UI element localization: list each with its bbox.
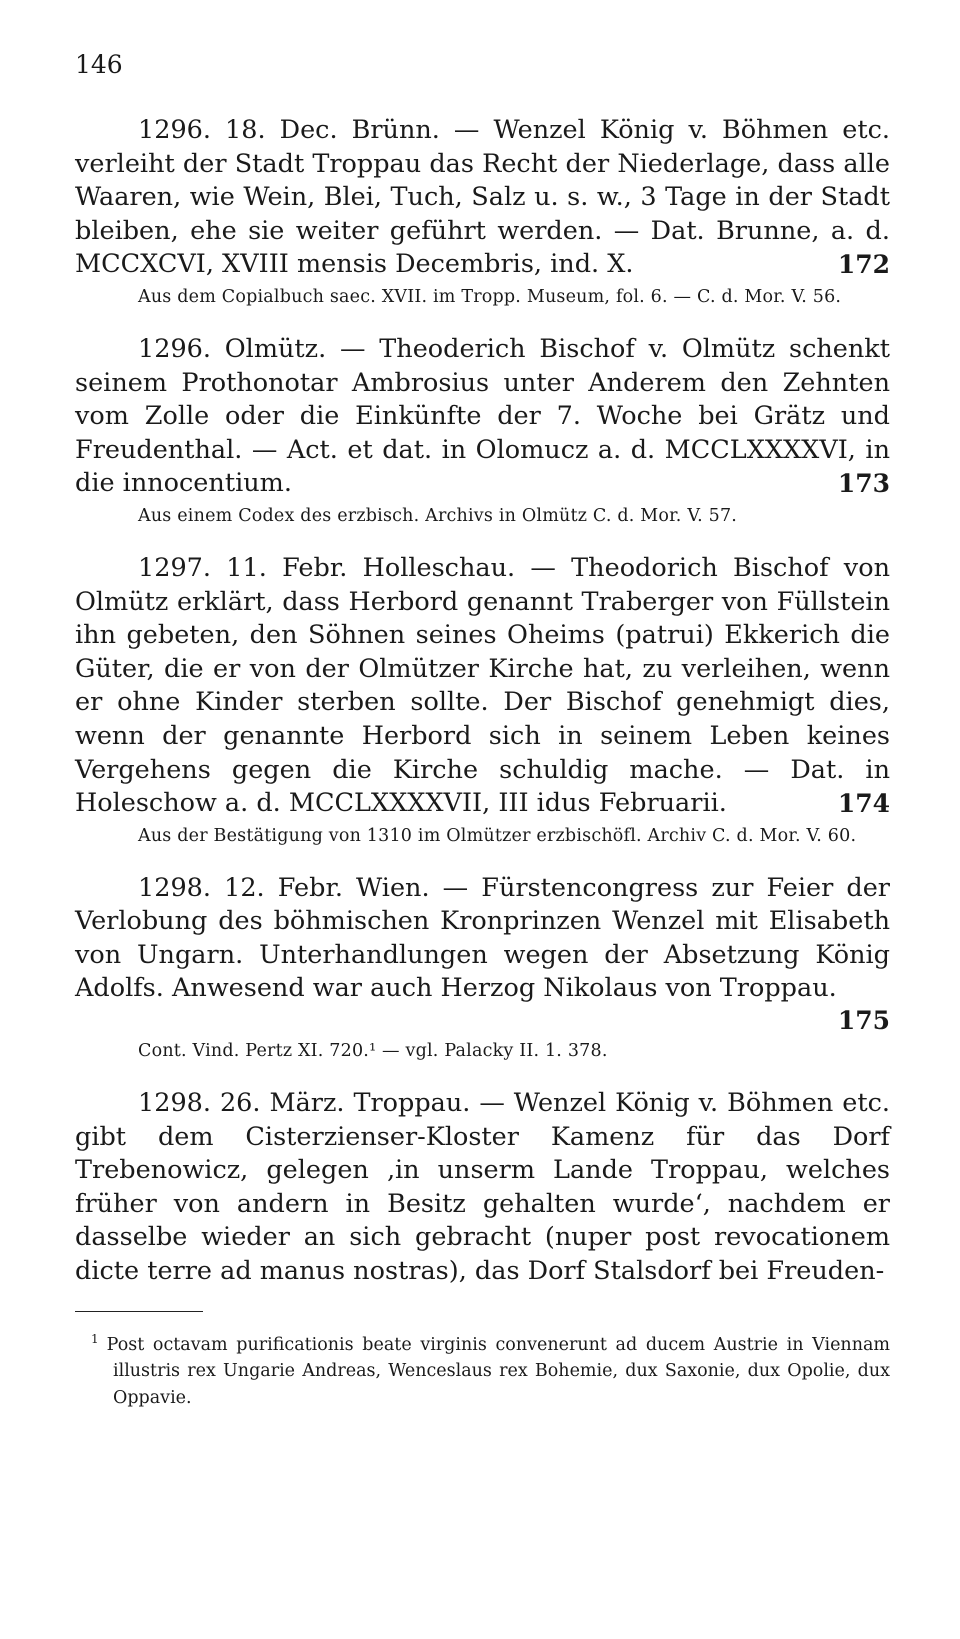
entry-172 — [75, 114, 890, 311]
entry-number: 175 — [837, 1006, 890, 1036]
source-note: Aus einem Codex des erzbisch. Archivs in Olmütz C. d. Mor. V. 57. — [138, 505, 738, 526]
entry-176 — [75, 1087, 890, 1289]
footnote — [75, 1326, 890, 1413]
entry-number: 172 — [837, 250, 890, 280]
footnote-text: Post octavam purificationis beate virginis convenerunt ad ducem Austrie in Viennam illustris rex Ungarie Andreas, Wenceslaus rex Bohemie, dux Saxonie, dux Opolie, dux Oppavie. — [106, 1334, 890, 1409]
footnote-marker: 1 — [91, 1331, 99, 1346]
entry-text: 1298. 12. Febr. Wien. — Fürstencongress zur Feier der Verlobung des böhmischen Kronprinzen Wenzel mit Elisabeth von Ungarn. Unterhandlungen wegen der Absetzung König Adolfs. Anwesend war auch Herzog Nikolaus von Troppau. — [75, 872, 890, 1004]
footnote-divider — [75, 1311, 203, 1312]
entry-text: 1298. 26. März. Troppau. — Wenzel König v. Böhmen etc. gibt dem Cisterzienser-Kloster Kamenz für das Dorf Trebenowicz, gelegen ‚in unserm Lande Troppau, welches früher von andern in Besitz gehalten wurde‘, nachdem er dasselbe wieder an sich gebracht (nuper post revocationem dicte terre ad manus nostras), das Dorf Stalsdorf bei Freuden- — [75, 1088, 890, 1287]
entry-175 — [75, 872, 890, 1065]
source-note: Aus der Bestätigung von 1310 im Olmützer erzbischöfl. Archiv C. d. Mor. V. 60. — [138, 825, 857, 846]
entry-text: 1296. 18. Dec. Brünn. — Wenzel König v. Böhmen etc. verleiht der Stadt Troppau das Recht der Niederlage, dass alle Waaren, wie Wein, Blei, Tuch, Salz u. s. w., 3 Tage in der Stadt bleiben, ehe sie weiter geführt werden. — Dat. Brunne, a. d. MCCXCVI, XVIII mensis Decembris, ind. X. 172 — [75, 114, 890, 282]
entry-number: 173 — [837, 469, 890, 499]
entry-173 — [75, 333, 890, 530]
entry-text: 1297. 11. Febr. Holleschau. — Theodorich Bischof von Olmütz erklärt, dass Herbord genannt Traberger von Füllstein ihn gebeten, den Söhnen seines Oheims (patrui) Ekkerich die Güter, die er von der Olmützer Kirche hat, zu verleihen, wenn er ohne Kinder sterben sollte. Der Bischof genehmigt dies, wenn der genannte Herbord sich in seinem Leben keines Vergehens gegen die Kirche schuldig mache. — Dat. in Holeschow a. d. MCCLXXXXVII, III idus Februarii. 174 — [75, 552, 890, 821]
source-note: Aus dem Copialbuch saec. XVII. im Tropp. Museum, fol. 6. — C. d. Mor. V. 56. — [138, 286, 842, 307]
entry-number: 174 — [837, 789, 890, 819]
entry-174 — [75, 552, 890, 850]
source-note: Cont. Vind. Pertz XI. 720.¹ — vgl. Palacky II. 1. 378. — [138, 1041, 608, 1062]
page-number: 146 — [75, 50, 123, 79]
entry-text: 1296. Olmütz. — Theoderich Bischof v. Olmütz schenkt seinem Prothonotar Ambrosius unter Anderem den Zehnten vom Zolle oder die Einkünfte der 7. Woche bei Grätz und Freudenthal. — Act. et dat. in Olomucz a. d. MCCLXXXXVI, in die innocentium. 173 — [75, 333, 890, 501]
